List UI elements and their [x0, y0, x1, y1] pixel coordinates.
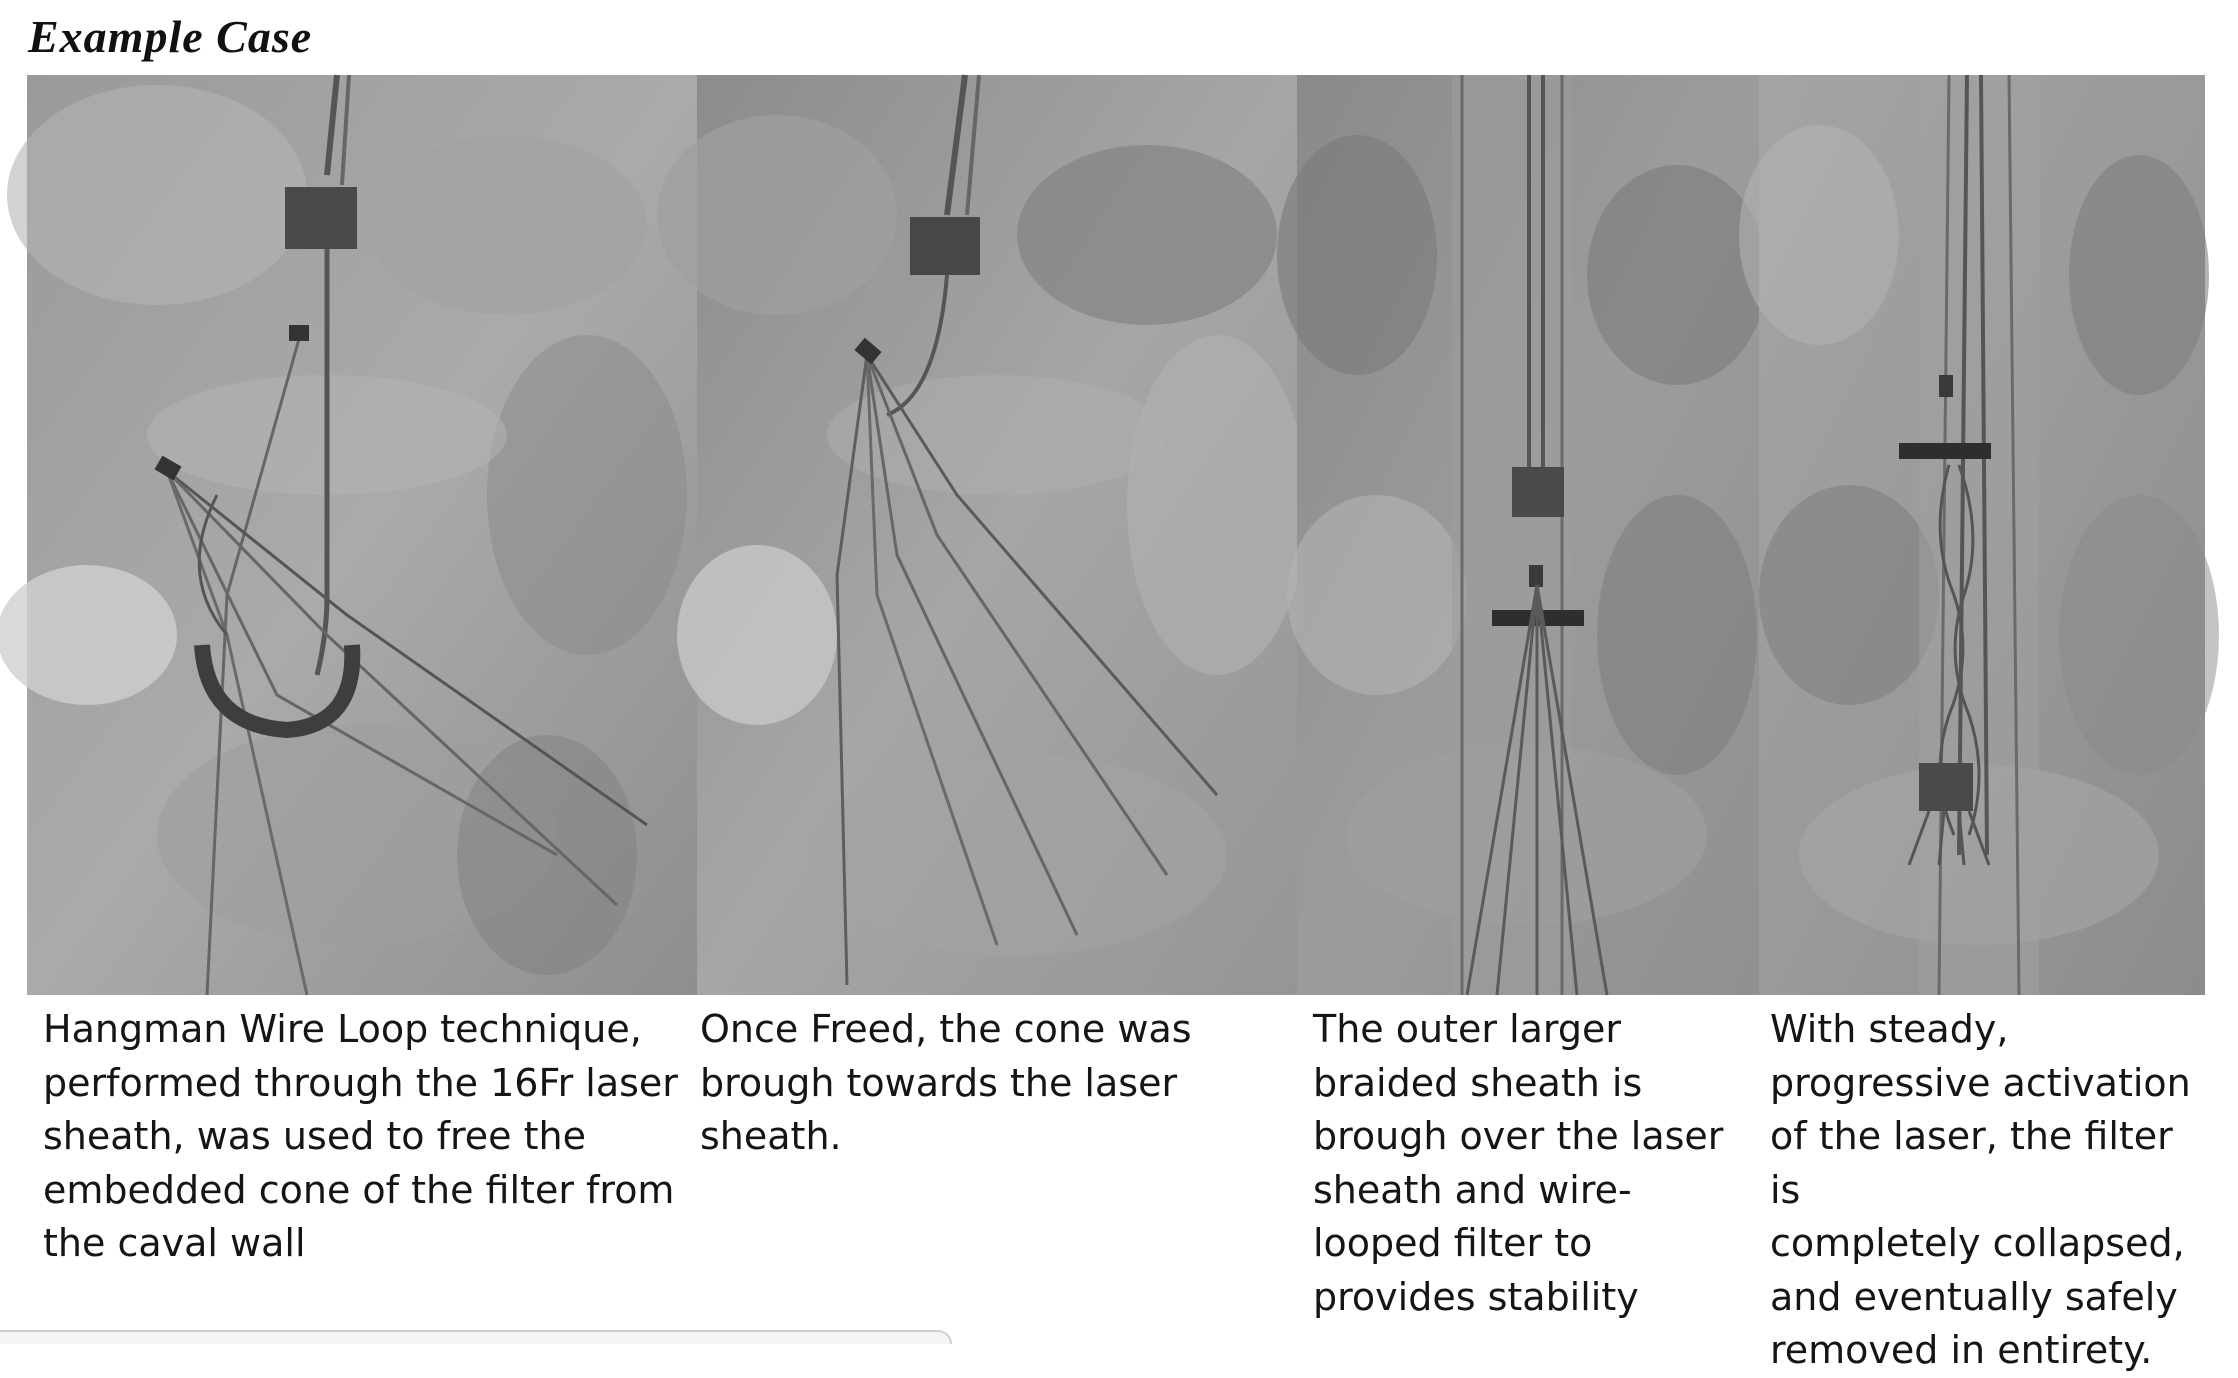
fluoroscopy-image-1: [27, 75, 697, 995]
caption-panel-3: The outer larger braided sheath is brough over the laser sheath and wire- looped filter to provides stability: [1313, 1007, 1724, 1319]
caption-panel-1: Hangman Wire Loop technique, performed through the 16Fr laser sheath, was used to free the embedded cone of the filter from the caval wall: [43, 1007, 678, 1265]
fluoroscopy-image-2: [697, 75, 1297, 995]
caption-panel-2: Once Freed, the cone was brough towards the laser sheath.: [700, 1007, 1192, 1158]
window-edge: [0, 1330, 952, 1344]
fluoroscopy-image-4: [1759, 75, 2205, 995]
fluoroscopy-image-3: [1297, 75, 1759, 995]
figure-title: Example Case: [28, 11, 313, 62]
fluoroscopy-image-strip: [27, 75, 2205, 995]
caption-panel-4: With steady, progressive activation of the laser, the filter is completely collapsed, and eventually safely removed in entirety.: [1770, 1007, 2191, 1372]
